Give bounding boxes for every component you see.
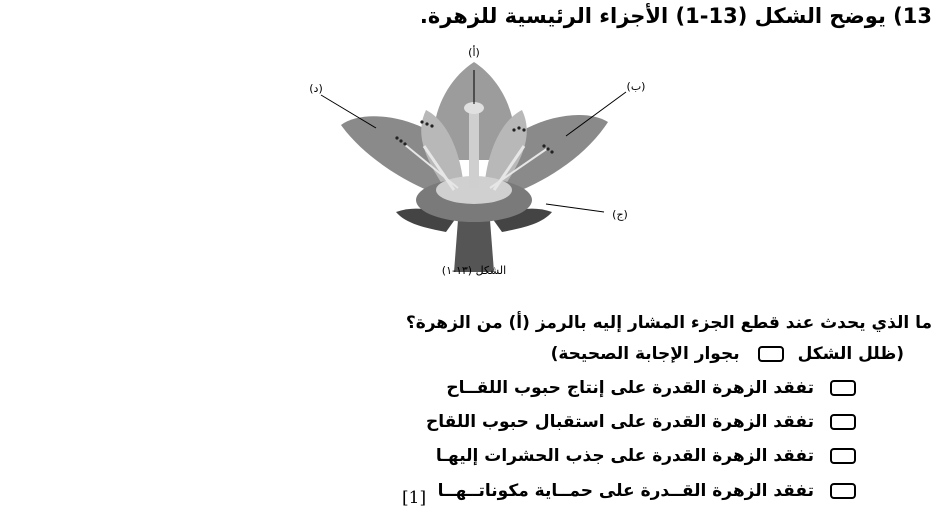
- option-2-checkbox[interactable]: [830, 414, 856, 430]
- label-c: (ج): [612, 208, 628, 221]
- question-title: 13) يوضح الشكل (13-1) الأجزاء الرئيسية للزهرة.: [419, 4, 932, 28]
- option-4-checkbox[interactable]: [830, 483, 856, 499]
- instruction: [551, 344, 904, 364]
- option-3: [436, 446, 856, 466]
- mark-allocation: [1]: [402, 488, 427, 508]
- flower-illustration: [321, 62, 626, 272]
- answer-box-icon: [758, 346, 784, 362]
- label-b: (ب): [626, 80, 646, 93]
- label-d: (د): [309, 82, 323, 95]
- option-1-checkbox[interactable]: [830, 380, 856, 396]
- option-1: [446, 378, 856, 398]
- option-4: [438, 481, 856, 501]
- option-2: [426, 412, 856, 432]
- option-2-label: تفقد الزهرة القدرة على استقبال حبوب اللقاح: [426, 412, 814, 432]
- option-3-checkbox[interactable]: [830, 448, 856, 464]
- figure-caption: الشكل (١٣-١): [441, 264, 507, 277]
- option-3-label: تفقد الزهرة القدرة على جذب الحشرات إليهـا: [435, 446, 814, 466]
- instruction-before: (ظلل الشكل: [797, 344, 904, 364]
- option-1-label: تفقد الزهرة القدرة على إنتاج حبوب اللقــاح: [446, 378, 814, 398]
- question-text: ما الذي يحدث عند قطع الجزء المشار إليه بالرمز (أ) من الزهرة؟: [405, 313, 932, 333]
- instruction-after: بجوار الإجابة الصحيحة): [550, 344, 740, 364]
- flower-diagram: [286, 40, 664, 290]
- option-4-label: تفقد الزهرة القــدرة على حمــاية مكوناتــهــا: [437, 481, 814, 501]
- label-a: (أ): [468, 46, 480, 59]
